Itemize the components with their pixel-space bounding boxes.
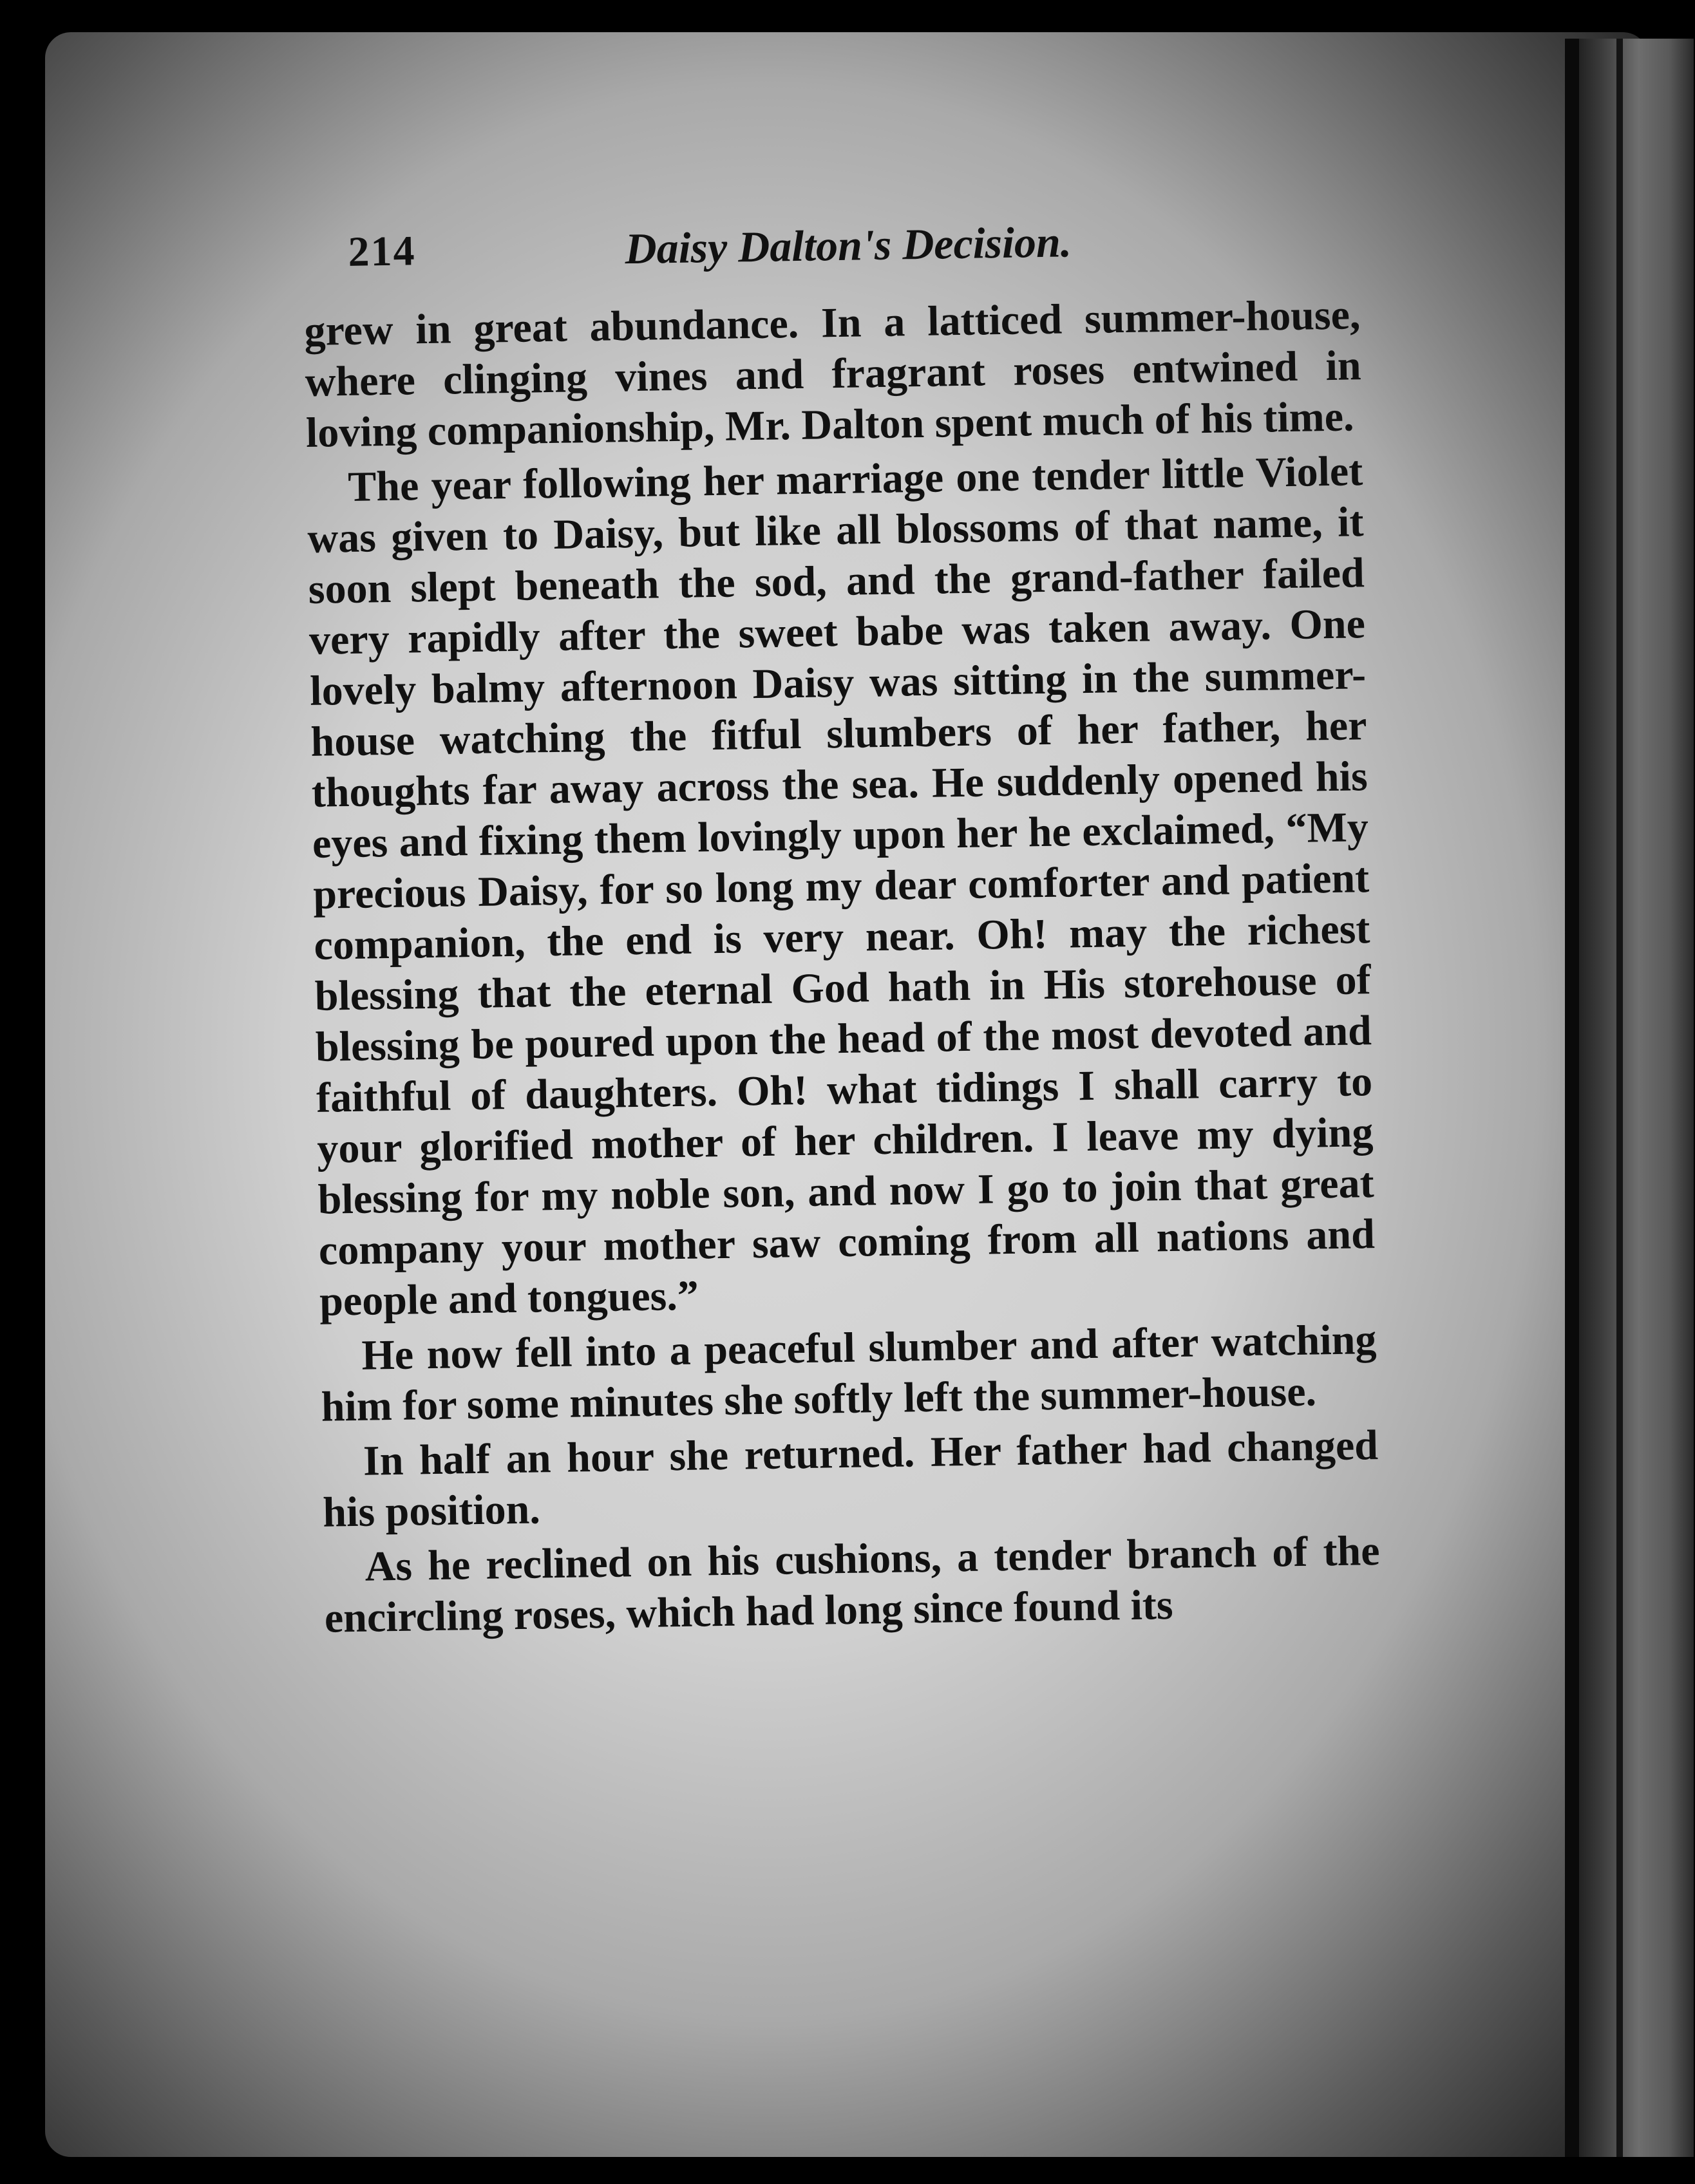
paragraph-1: grew in great abundance. In a latticed summer-house, where clinging vines and fragrant roses entwined in loving companionship, Mr. Dalton spent much of his time. (303, 291, 1362, 457)
page-text (303, 212, 1381, 1647)
paragraph-2: The year following her marriage one tender little Violet was given to Daisy, but like all blossoms of that name, it soon slept beneath the sod, and the grand-father failed very rapidly after the sweet babe was taken away. One lovely balmy afternoon Daisy was sitting in the summer-house watching the fitful slumbers of her father, her thoughts far away across the sea. He suddenly opened his eyes and fixing them lovingly upon her he exclaimed, “My precious Daisy, for so long my dear comforter and patient companion, the end is very near. Oh! may the richest blessing that the eternal God hath in His storehouse of blessing be poured upon the head of the most devoted and faithful of daughters. Oh! what tidings I shall carry to your glorified mother of her children. I leave my dying blessing for my noble son, and now I go to join that great company your mother saw coming from all nations and people and tongues.” (307, 447, 1376, 1325)
page-number: 214 (348, 227, 417, 276)
book-gutter-edge (1616, 39, 1623, 2157)
paragraph-5: As he reclined on his cushions, a tender branch of the encircling roses, which had long since found its (324, 1527, 1381, 1642)
paragraph-3: He now fell into a peaceful slumber and after watching him for some minutes she softly left the summer-house. (321, 1316, 1377, 1431)
paragraph-4: In half an hour she returned. Her father had changed his position. (322, 1422, 1379, 1536)
running-title: Daisy Dalton's Decision. (624, 217, 1072, 274)
book-gutter (1565, 39, 1579, 2157)
facing-page-edge (1571, 39, 1694, 2157)
